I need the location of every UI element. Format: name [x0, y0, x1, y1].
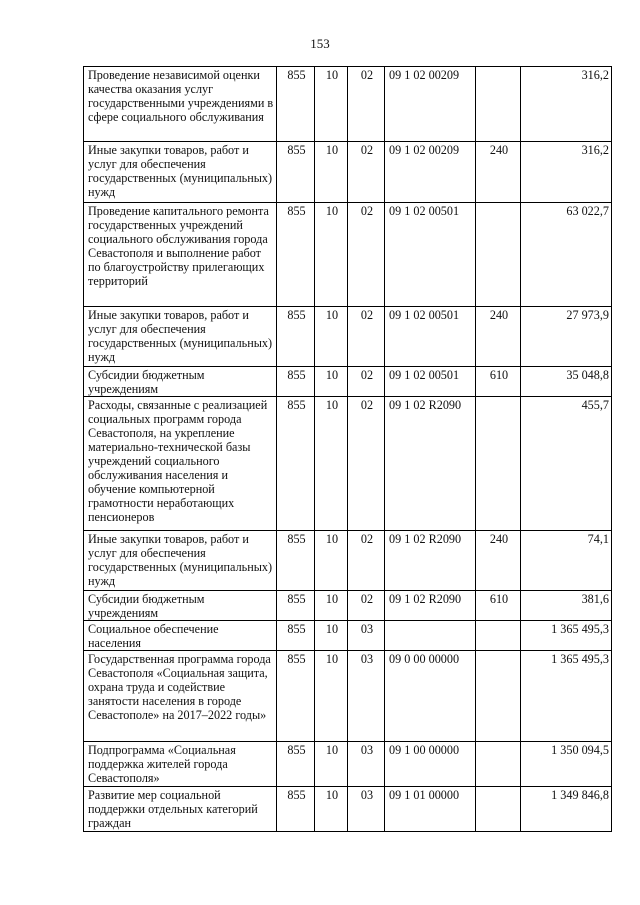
row-target-code: 09 1 02 00501	[385, 367, 476, 397]
row-grbs-code: 855	[277, 621, 315, 651]
row-grbs-code: 855	[277, 307, 315, 367]
row-grbs-code: 855	[277, 787, 315, 832]
row-section-code: 10	[315, 787, 348, 832]
row-subsection-code: 02	[348, 142, 385, 203]
row-name: Проведение капитального ремонта государственных учреждений социального обслуживания города Севастополя и выполнение работ по благоустройству прилегающих территорий	[84, 203, 277, 307]
table-row	[84, 787, 612, 832]
row-name: Проведение независимой оценки качества оказания услуг государственными учреждениями в сфере социального обслуживания	[84, 67, 277, 142]
row-amount: 316,2	[521, 67, 612, 142]
row-grbs-code: 855	[277, 531, 315, 591]
row-target-code: 09 1 02 00501	[385, 307, 476, 367]
row-expense-type	[476, 67, 521, 142]
row-amount: 35 048,8	[521, 367, 612, 397]
row-expense-type: 610	[476, 367, 521, 397]
table-row	[84, 621, 612, 651]
row-amount: 455,7	[521, 397, 612, 531]
table-row	[84, 307, 612, 367]
row-target-code	[385, 621, 476, 651]
row-subsection-code: 03	[348, 787, 385, 832]
row-name: Подпрограмма «Социальная поддержка жителей города Севастополя»	[84, 742, 277, 787]
table-row	[84, 142, 612, 203]
row-amount: 1 365 495,3	[521, 651, 612, 742]
row-amount: 27 973,9	[521, 307, 612, 367]
row-target-code: 09 0 00 00000	[385, 651, 476, 742]
row-section-code: 10	[315, 142, 348, 203]
row-expense-type: 240	[476, 531, 521, 591]
row-subsection-code: 02	[348, 307, 385, 367]
row-subsection-code: 02	[348, 591, 385, 621]
table-row	[84, 591, 612, 621]
row-section-code: 10	[315, 67, 348, 142]
row-target-code: 09 1 02 R2090	[385, 591, 476, 621]
row-amount: 316,2	[521, 142, 612, 203]
row-subsection-code: 03	[348, 621, 385, 651]
table-row	[84, 651, 612, 742]
row-target-code: 09 1 01 00000	[385, 787, 476, 832]
row-grbs-code: 855	[277, 203, 315, 307]
table-row	[84, 203, 612, 307]
row-section-code: 10	[315, 531, 348, 591]
row-name: Социальное обеспечение населения	[84, 621, 277, 651]
table-row	[84, 531, 612, 591]
row-subsection-code: 02	[348, 367, 385, 397]
row-name: Субсидии бюджетным учреждениям	[84, 591, 277, 621]
page-number: 153	[310, 36, 330, 51]
row-section-code: 10	[315, 397, 348, 531]
row-grbs-code: 855	[277, 142, 315, 203]
row-grbs-code: 855	[277, 742, 315, 787]
table-row	[84, 367, 612, 397]
row-name: Субсидии бюджетным учреждениям	[84, 367, 277, 397]
row-amount: 381,6	[521, 591, 612, 621]
row-amount: 1 349 846,8	[521, 787, 612, 832]
table-row	[84, 397, 612, 531]
row-name: Иные закупки товаров, работ и услуг для обеспечения государственных (муниципальных) нужд	[84, 142, 277, 203]
row-expense-type: 610	[476, 591, 521, 621]
row-amount: 1 350 094,5	[521, 742, 612, 787]
row-subsection-code: 02	[348, 67, 385, 142]
row-target-code: 09 1 02 00501	[385, 203, 476, 307]
row-target-code: 09 1 02 00209	[385, 142, 476, 203]
row-section-code: 10	[315, 367, 348, 397]
row-expense-type	[476, 651, 521, 742]
row-section-code: 10	[315, 621, 348, 651]
row-expense-type	[476, 397, 521, 531]
row-grbs-code: 855	[277, 397, 315, 531]
row-target-code: 09 1 00 00000	[385, 742, 476, 787]
row-grbs-code: 855	[277, 367, 315, 397]
row-expense-type: 240	[476, 307, 521, 367]
row-expense-type	[476, 787, 521, 832]
row-grbs-code: 855	[277, 651, 315, 742]
row-expense-type: 240	[476, 142, 521, 203]
row-name: Расходы, связанные с реализацией социальных программ города Севастополя, на укрепление материально-технической базы учреждений социального обслуживания населения и обучение компьютерной грамотности неработающих пенсионеров	[84, 397, 277, 531]
row-name: Развитие мер социальной поддержки отдельных категорий граждан	[84, 787, 277, 832]
table-row	[84, 742, 612, 787]
row-amount: 63 022,7	[521, 203, 612, 307]
row-target-code: 09 1 02 00209	[385, 67, 476, 142]
row-subsection-code: 03	[348, 742, 385, 787]
row-section-code: 10	[315, 651, 348, 742]
row-section-code: 10	[315, 591, 348, 621]
row-name: Иные закупки товаров, работ и услуг для обеспечения государственных (муниципальных) нужд	[84, 307, 277, 367]
row-section-code: 10	[315, 742, 348, 787]
row-subsection-code: 03	[348, 651, 385, 742]
row-grbs-code: 855	[277, 67, 315, 142]
row-target-code: 09 1 02 R2090	[385, 531, 476, 591]
row-subsection-code: 02	[348, 531, 385, 591]
row-target-code: 09 1 02 R2090	[385, 397, 476, 531]
row-expense-type	[476, 621, 521, 651]
row-expense-type	[476, 203, 521, 307]
row-name: Иные закупки товаров, работ и услуг для обеспечения государственных (муниципальных) нужд	[84, 531, 277, 591]
row-grbs-code: 855	[277, 591, 315, 621]
row-amount: 74,1	[521, 531, 612, 591]
row-expense-type	[476, 742, 521, 787]
row-amount: 1 365 495,3	[521, 621, 612, 651]
budget-table	[83, 66, 612, 832]
row-section-code: 10	[315, 203, 348, 307]
row-section-code: 10	[315, 307, 348, 367]
row-subsection-code: 02	[348, 397, 385, 531]
row-name: Государственная программа города Севастополя «Социальная защита, охрана труда и содействие занятости населения в городе Севастополе» на 2017–2022 годы»	[84, 651, 277, 742]
table-row	[84, 67, 612, 142]
row-subsection-code: 02	[348, 203, 385, 307]
